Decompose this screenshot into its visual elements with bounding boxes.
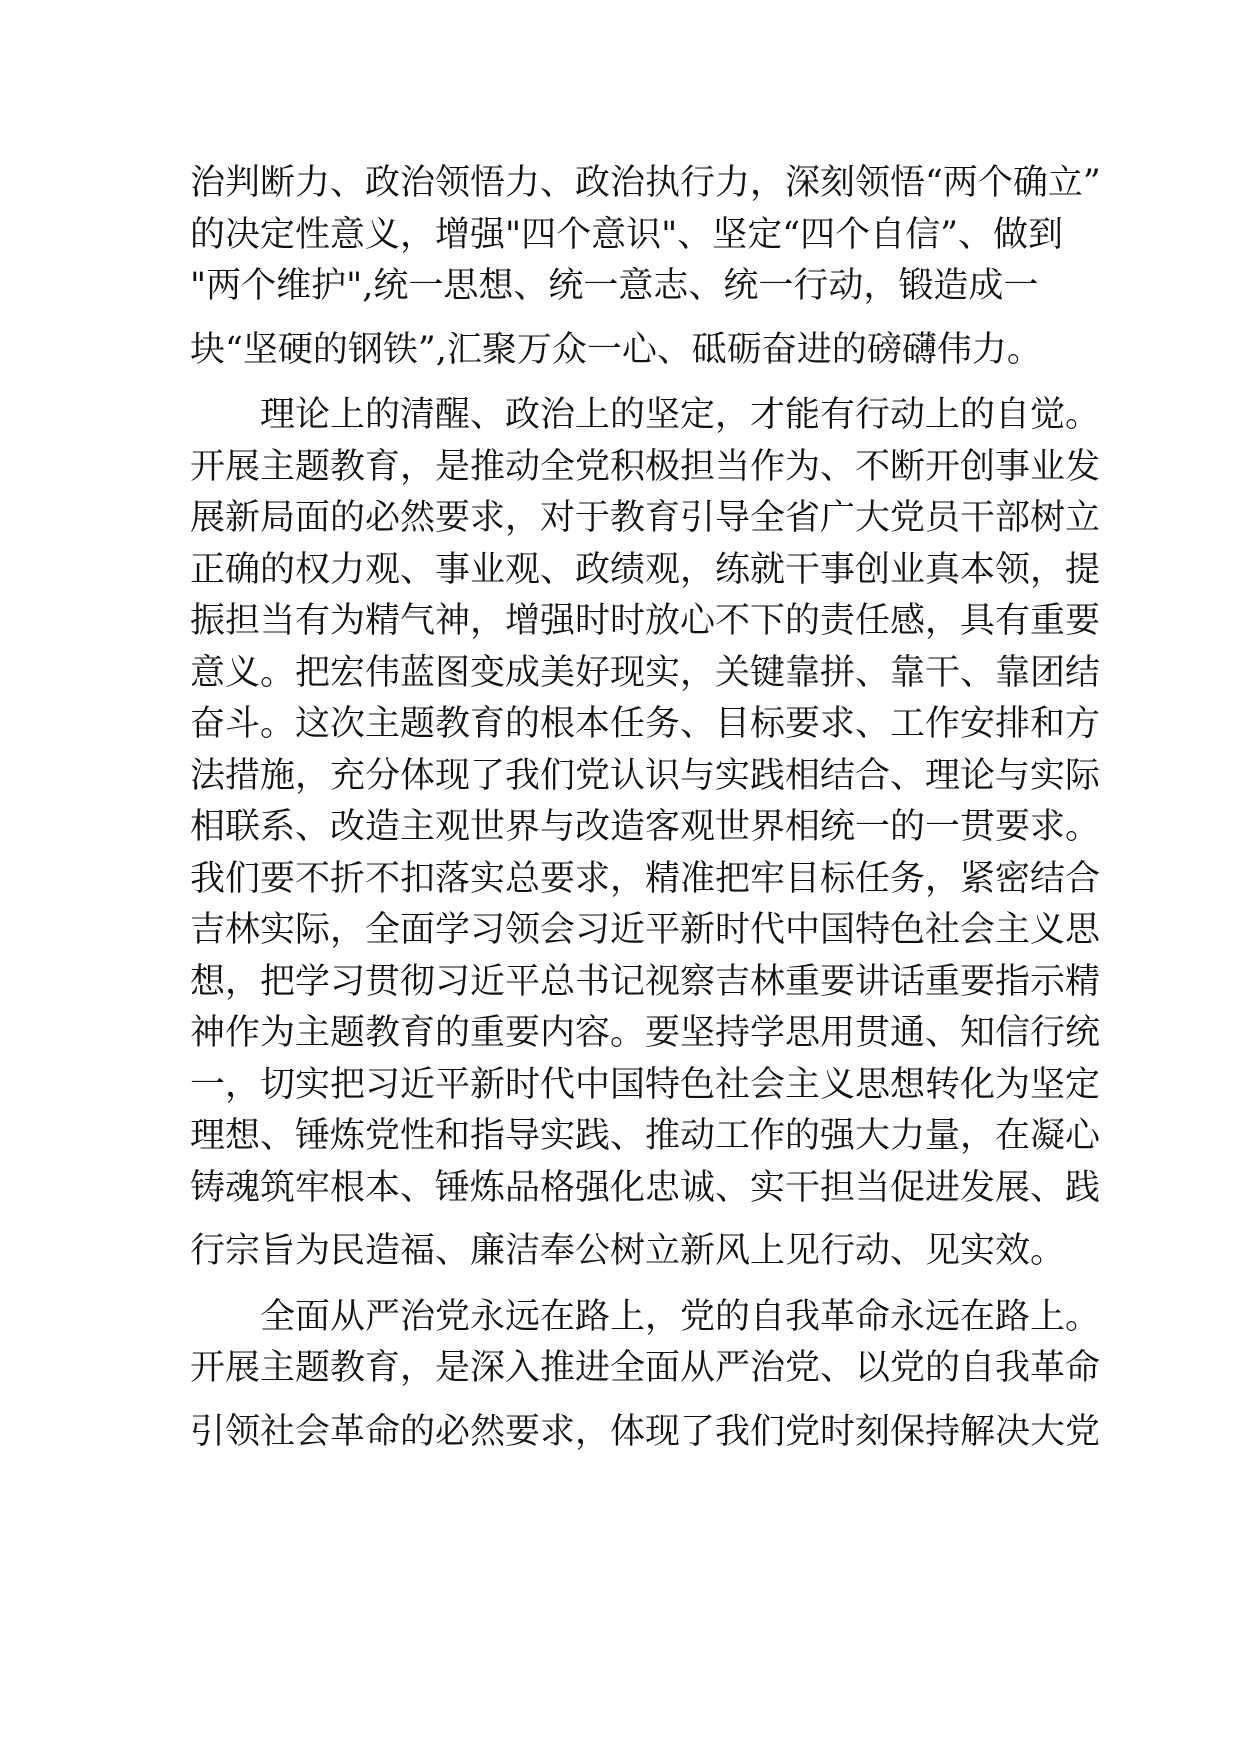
text-line: 的决定性意义，增强"四个意识"、坚定“四个自信”、做到 — [190, 214, 1063, 255]
text-line: 开展主题教育，是推动全党积极担当作为、不断开创事业发 — [190, 446, 1101, 487]
text-line: 一，切实把习近平新时代中国特色社会主义思想转化为坚定 — [190, 1064, 1101, 1105]
body-text — [190, 158, 1101, 1458]
text-line: 相联系、改造主观世界与改造客观世界相统一的一贯要求。 — [190, 807, 1101, 847]
text-line: 块“坚硬的钢铁”,汇聚万众一心、砥砺奋进的磅礴伟力。 — [190, 329, 1042, 370]
text-line: 想，把学习贯彻习近平总书记视察吉林重要讲话重要指示精 — [190, 961, 1101, 1002]
text-line: "两个维护",统一思想、统一意志、统一行动，锻造成一 — [190, 266, 1039, 306]
text-line: 吉林实际，全面学习领会习近平新时代中国特色社会主义思 — [190, 910, 1101, 950]
text-line: 理论上的清醒、政治上的坚定，才能有行动上的自觉。 — [190, 395, 1101, 435]
text-line: 意义。把宏伟蓝图变成美好现实，关键靠拼、靠干、靠团结 — [190, 652, 1101, 693]
paragraph-3 — [190, 1292, 1101, 1459]
text-line: 奋斗。这次主题教育的根本任务、目标要求、工作安排和方 — [190, 704, 1101, 744]
paragraph-2 — [190, 390, 1101, 1278]
text-line: 铸魂筑牢根本、锤炼品格强化忠诚、实干担当促进发展、践 — [190, 1167, 1101, 1208]
text-line: 治判断力、政治领悟力、政治执行力，深刻领悟“两个确立” — [190, 163, 1101, 203]
text-line: 理想、锤炼党性和指导实践、推动工作的强大力量，在凝心 — [190, 1116, 1101, 1156]
text-line: 引领社会革命的必然要求，体现了我们党时刻保持解决大党 — [190, 1411, 1101, 1452]
text-line: 正确的权力观、事业观、政绩观，练就干事创业真本领，提 — [190, 549, 1101, 590]
text-line: 法措施，充分体现了我们党认识与实践相结合、理论与实际 — [190, 755, 1101, 796]
paragraph-1 — [190, 158, 1101, 376]
text-line: 全面从严治党永远在路上，党的自我革命永远在路上。 — [190, 1296, 1101, 1337]
text-line: 展新局面的必然要求，对于教育引导全省广大党员干部树立 — [190, 498, 1101, 538]
text-line: 振担当有为精气神，增强时时放心不下的责任感，具有重要 — [190, 601, 1101, 641]
text-line: 行宗旨为民造福、廉洁奉公树立新风上见行动、见实效。 — [190, 1231, 1066, 1271]
text-line: 神作为主题教育的重要内容。要坚持学思用贯通、知信行统 — [190, 1013, 1101, 1053]
text-line: 我们要不折不扣落实总要求，精准把牢目标任务，紧密结合 — [190, 858, 1101, 899]
text-line: 开展主题教育，是深入推进全面从严治党、以党的自我革命 — [190, 1348, 1101, 1388]
